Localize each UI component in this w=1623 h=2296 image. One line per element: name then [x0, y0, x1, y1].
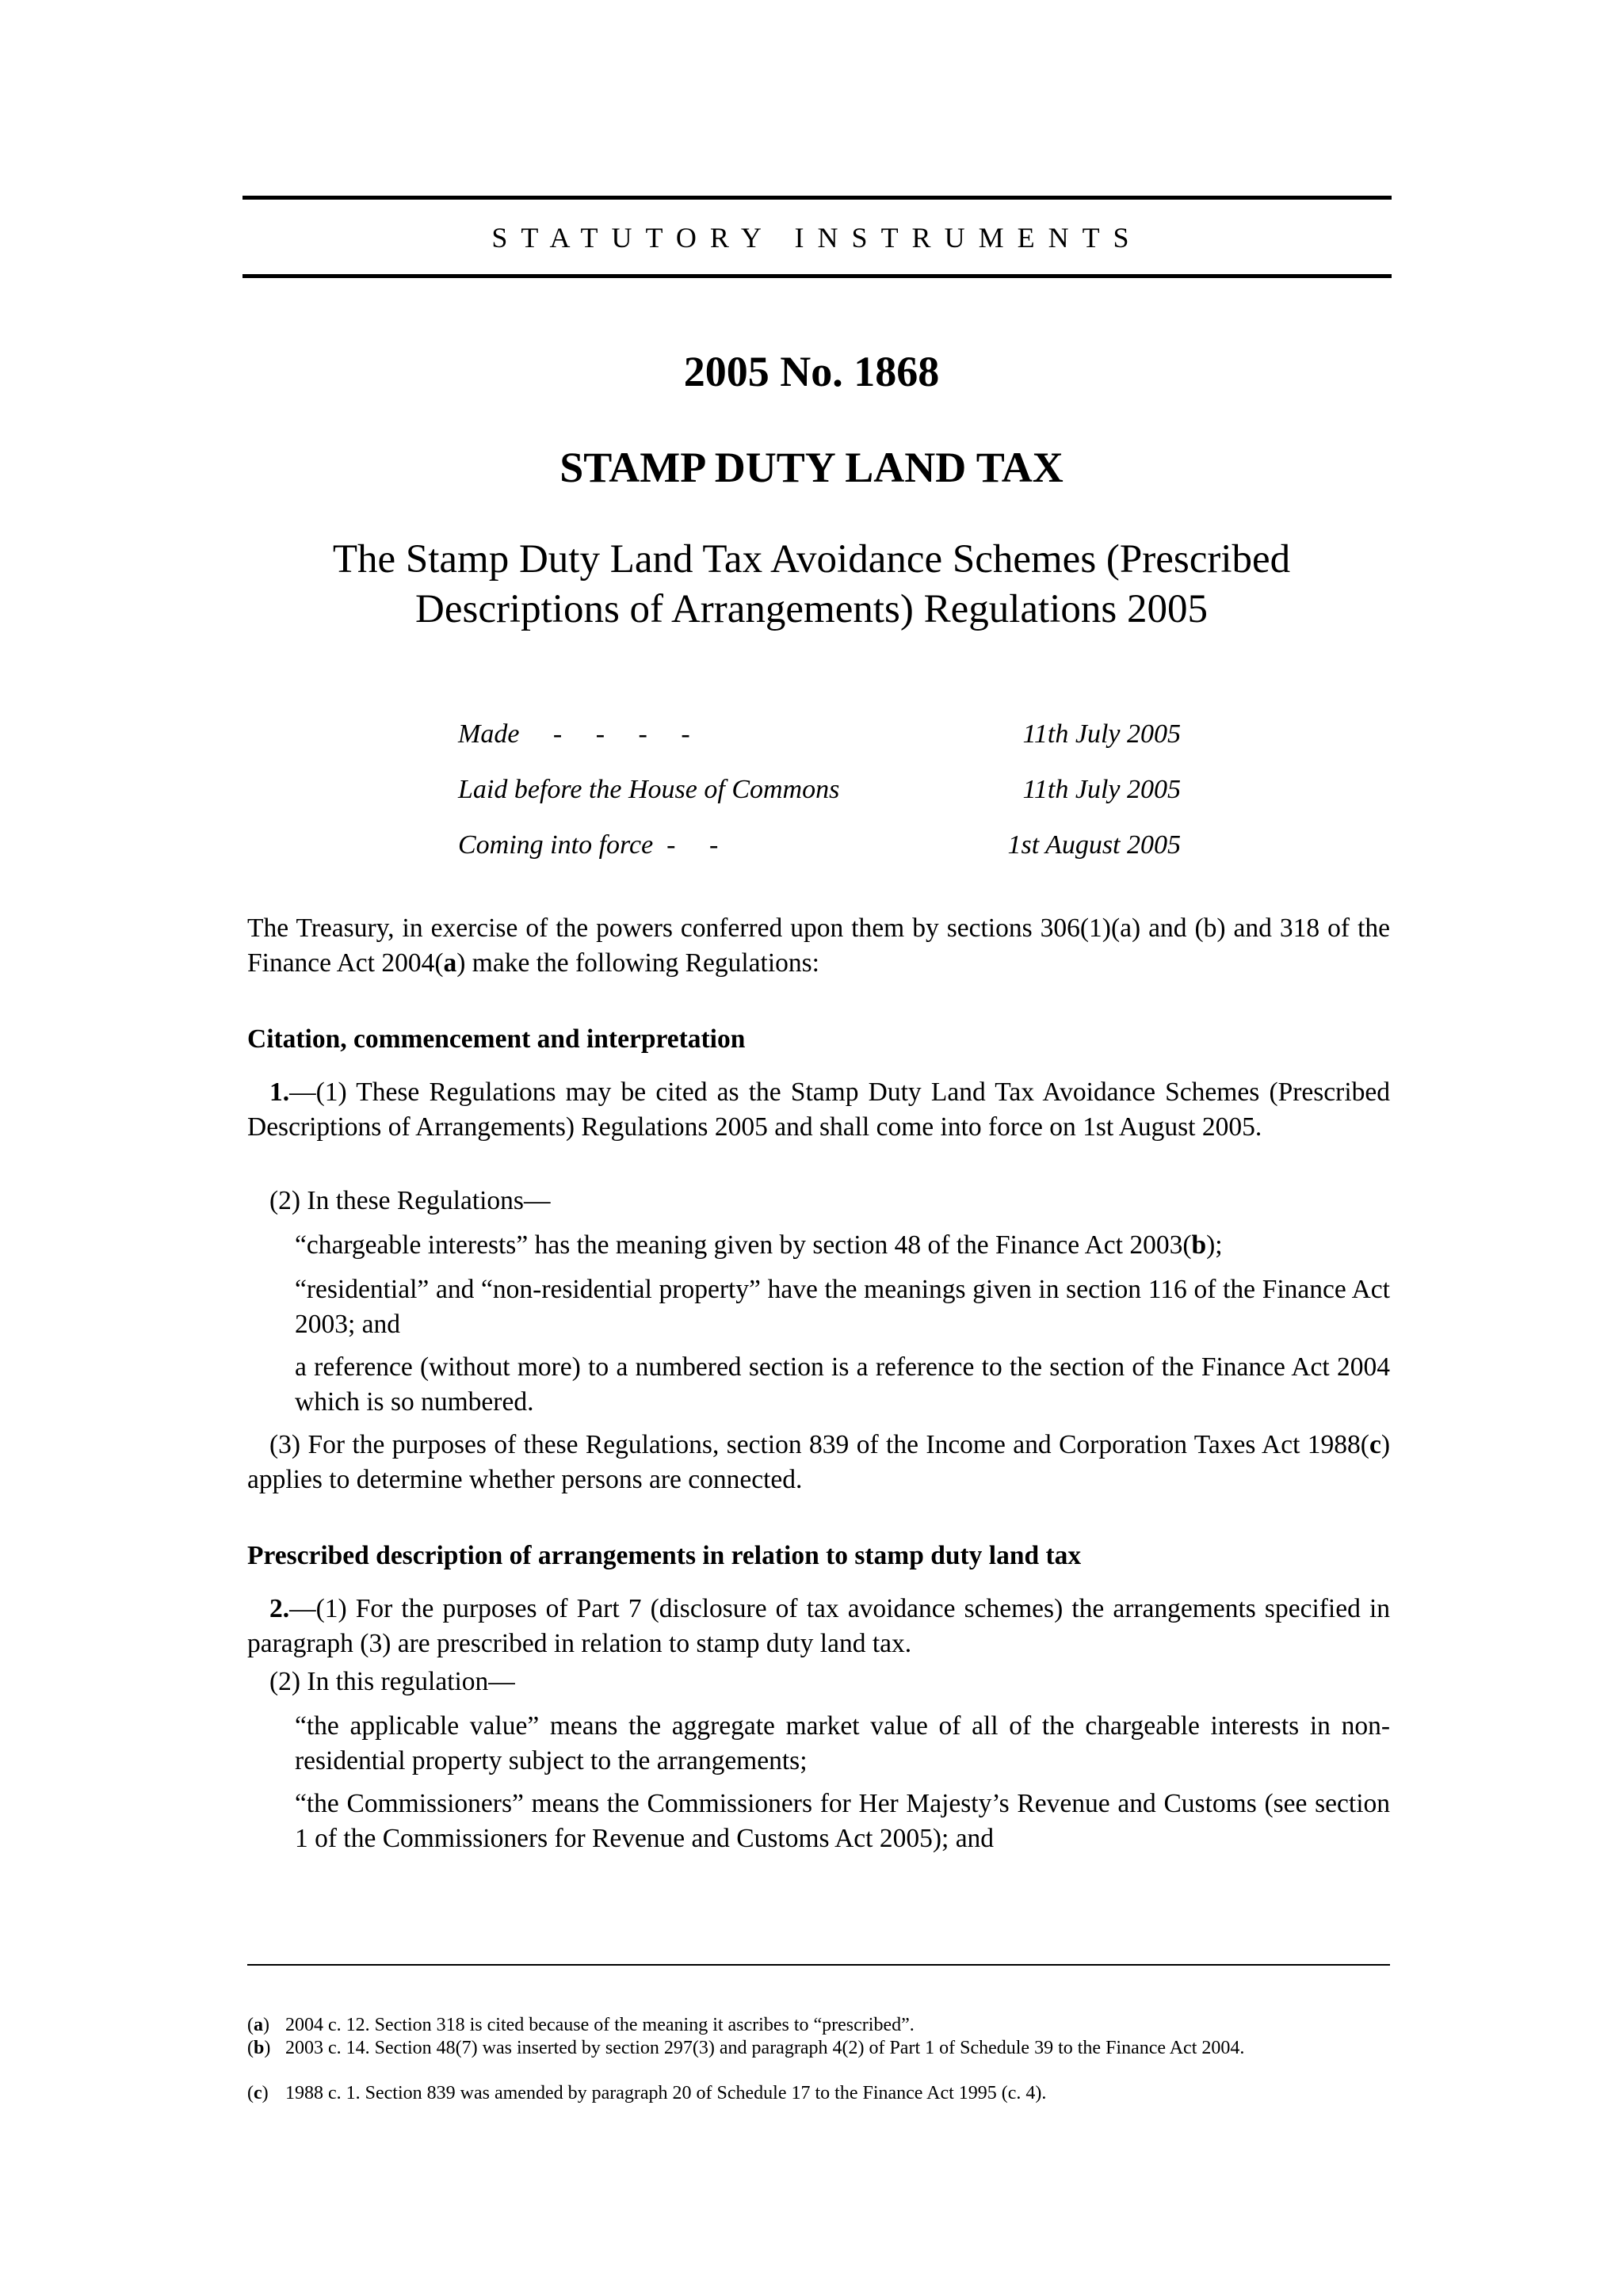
regulation-1-3-text-end: ) applies to determine whether persons are connected. [247, 1430, 1390, 1494]
laid-label: Laid before the House of Commons [458, 775, 840, 804]
footnote-mark-a: (a) [247, 2015, 269, 2035]
section-heading-citation: Citation, commencement and interpretation [247, 1024, 746, 1054]
definition-text: “chargeable interests” has the meaning given by section 48 of the Finance Act 2003( [295, 1230, 1192, 1260]
regulation-1-1-text: —(1) These Regulations may be cited as the Stamp Duty Land Tax Avoidance Schemes (Prescribed Descriptions of Arrangements) Regulations 2005 and shall come into force on 1st August 2005. [247, 1077, 1390, 1142]
definition-text-end: ); [1206, 1230, 1223, 1260]
footnote-letter: a [254, 2015, 263, 2035]
preamble-text-end: ) make the following Regulations: [456, 948, 819, 978]
footnote-text-c: 1988 c. 1. Section 839 was amended by paragraph 20 of Schedule 17 to the Finance Act 1995 (c. 4). [285, 2083, 1047, 2103]
footnote-c [247, 2082, 1390, 2104]
coming-into-force-date: 1st August 2005 [1007, 830, 1181, 860]
instrument-subject: STAMP DUTY LAND TAX [559, 444, 1064, 491]
footnote-text-a: 2004 c. 12. Section 318 is cited because of the meaning it ascribes to “prescribed”. [285, 2015, 915, 2035]
regulation-number-2: 2. [269, 1594, 290, 1623]
title-line-1: The Stamp Duty Land Tax Avoidance Schemes (Prescribed [332, 537, 1291, 582]
definition-applicable-value: “the applicable value” means the aggregate market value of all of the chargeable interests in non-residential property subject to the arrangements; [295, 1711, 1390, 1775]
regulation-2-paragraph-2: (2) In this regulation— [269, 1667, 515, 1696]
regulation-2-1-text: —(1) For the purposes of Part 7 (disclosure of tax avoidance schemes) the arrangements specified in paragraph (3) are prescribed in relation to stamp duty land tax. [247, 1594, 1390, 1658]
footnote-ref-a: a [443, 948, 457, 978]
instrument-title [0, 535, 1623, 635]
footnote-mark-c: (c) [247, 2083, 269, 2103]
header-rule-bottom [242, 274, 1392, 278]
footnote-a [247, 2014, 1390, 2036]
regulation-1-3-text: (3) For the purposes of these Regulations, section 839 of the Income and Corporation Taxes Act 1988( [269, 1430, 1369, 1459]
date-row-made [458, 716, 1181, 753]
date-row-laid [458, 772, 1181, 808]
footnote-b [247, 2037, 1390, 2059]
footnote-mark-b: (b) [247, 2038, 271, 2058]
regulation-1-paragraph-1 [247, 1075, 1390, 1145]
coming-into-force-label: Coming into force - - [458, 830, 719, 860]
series-heading: STATUTORY INSTRUMENTS [491, 222, 1143, 254]
date-row-coming-into-force [458, 827, 1181, 864]
definition-numbered-section: a reference (without more) to a numbered section is a reference to the section of the Finance Act 2004 which is so numbered. [295, 1352, 1390, 1417]
footnote-ref-c: c [1369, 1430, 1381, 1459]
section-heading-prescribed-description: Prescribed description of arrangements in relation to stamp duty land tax [247, 1541, 1082, 1570]
title-line-2: Descriptions of Arrangements) Regulations 2005 [415, 587, 1208, 631]
preamble [247, 911, 1390, 981]
instrument-number: 2005 No. 1868 [683, 348, 940, 395]
preamble-text: The Treasury, in exercise of the powers conferred upon them by sections 306(1)(a) and (b) and 318 of the Finance Act 2004( [247, 913, 1390, 978]
footnote-letter: b [254, 2038, 265, 2058]
footnote-letter: c [254, 2083, 262, 2103]
footnote-separator [247, 1964, 1390, 1966]
footnote-ref-b: b [1191, 1230, 1207, 1260]
laid-date: 11th July 2005 [1022, 775, 1181, 804]
footnote-text-b: 2003 c. 14. Section 48(7) was inserted by section 297(3) and paragraph 4(2) of Part 1 of Schedule 39 to the Finance Act 2004. [285, 2038, 1245, 2058]
made-label: Made - - - - [458, 719, 690, 749]
definition-residential: “residential” and “non-residential property” have the meanings given in section 116 of the Finance Act 2003; and [295, 1275, 1390, 1339]
regulation-2-paragraph-1 [247, 1592, 1390, 1661]
header-rule-top [242, 196, 1392, 200]
regulation-1-paragraph-3 [247, 1428, 1390, 1497]
made-date: 11th July 2005 [1022, 719, 1181, 749]
regulation-1-paragraph-2: (2) In these Regulations— [269, 1186, 551, 1215]
regulation-number-1: 1. [269, 1077, 290, 1107]
definition-commissioners: “the Commissioners” means the Commissioners for Her Majesty’s Revenue and Customs (see section 1 of the Commissioners for Revenue and Customs Act 2005); and [295, 1789, 1390, 1853]
definition-chargeable-interests [295, 1228, 1390, 1263]
